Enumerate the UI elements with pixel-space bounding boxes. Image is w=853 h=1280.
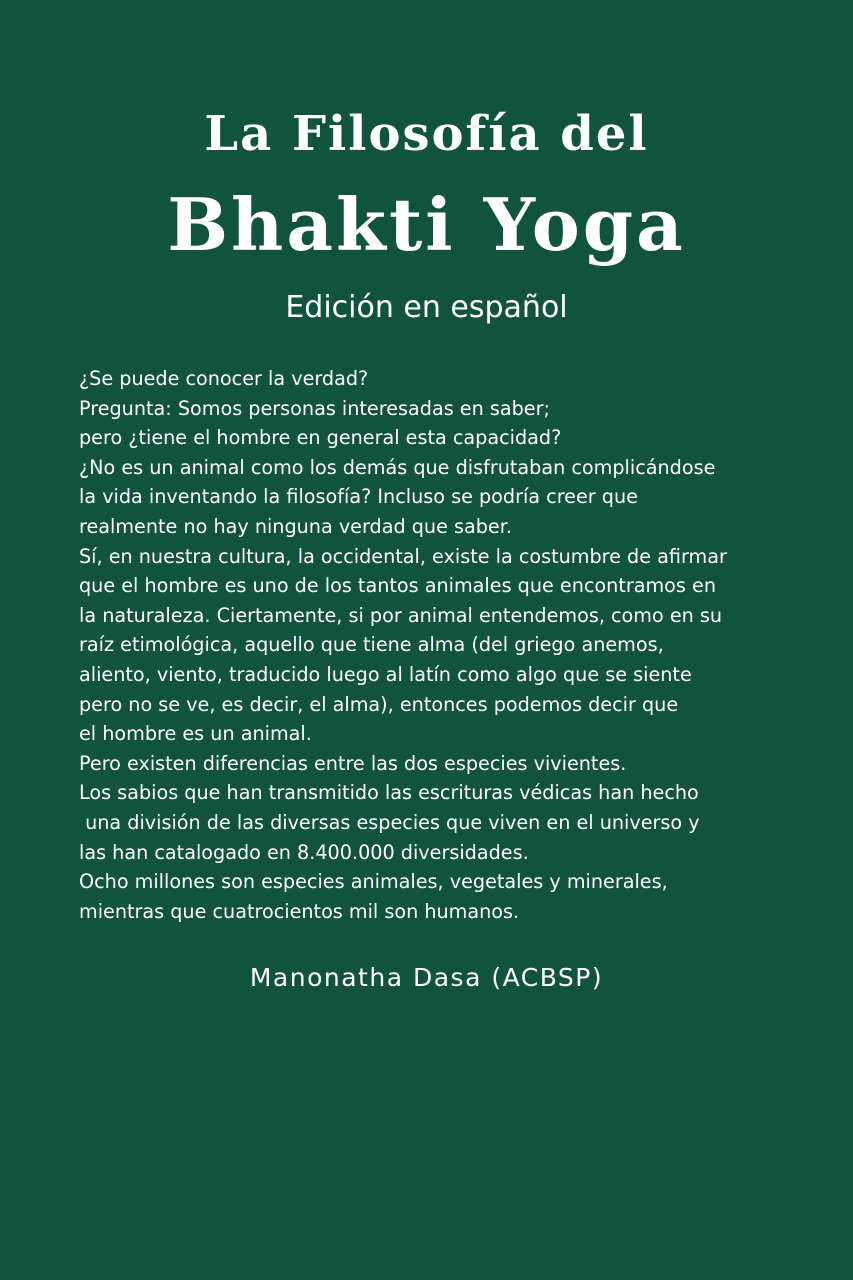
synopsis-line: ¿Se puede conocer la verdad?	[79, 367, 369, 390]
synopsis-line: Pregunta: Somos personas interesadas en saber;	[79, 396, 550, 420]
synopsis-line: las han catalogado en 8.400.000 diversidades.	[79, 840, 529, 864]
synopsis-line: pero no se ve, es decir, el alma), entonces podemos decir que	[79, 692, 679, 716]
synopsis-line: Pero existen diferencias entre las dos especies vivientes.	[79, 751, 627, 775]
synopsis-line: aliento, viento, traducido luego al latín como algo que se siente	[79, 662, 692, 686]
synopsis-line: una división de las diversas especies que viven en el universo y	[79, 810, 700, 834]
author-name: Manonatha Dasa (ACBSP)	[249, 963, 604, 992]
synopsis-line: la naturaleza. Ciertamente, si por animal entendemos, como en su	[79, 603, 723, 627]
synopsis-line: ¿No es un animal como los demás que disfrutaban complicándose	[79, 455, 716, 479]
synopsis-text	[79, 364, 839, 926]
title-line-2: Bhakti Yoga	[167, 182, 686, 267]
synopsis-line: mientras que cuatrocientos mil son humanos.	[79, 899, 520, 923]
synopsis-line: raíz etimológica, aquello que tiene alma (del griego anemos,	[79, 633, 664, 657]
title-line-1: La Filosofía del	[204, 106, 649, 162]
synopsis-line: la vida inventando la filosofía? Incluso se podría creer que	[79, 485, 638, 509]
synopsis-line: Los sabios que han transmitido las escrituras védicas han hecho	[79, 781, 699, 805]
subtitle: Edición en español	[285, 290, 568, 325]
synopsis-line: pero ¿tiene el hombre en general esta capacidad?	[79, 426, 562, 450]
synopsis-line: realmente no hay ninguna verdad que saber.	[79, 514, 512, 538]
synopsis-line: Sí, en nuestra cultura, la occidental, existe la costumbre de afirmar	[79, 544, 727, 568]
synopsis-line: el hombre es un animal.	[79, 722, 312, 746]
synopsis-line: que el hombre es uno de los tantos animales que encontramos en	[79, 574, 716, 598]
synopsis-line: Ocho millones son especies animales, vegetales y minerales,	[79, 870, 668, 894]
